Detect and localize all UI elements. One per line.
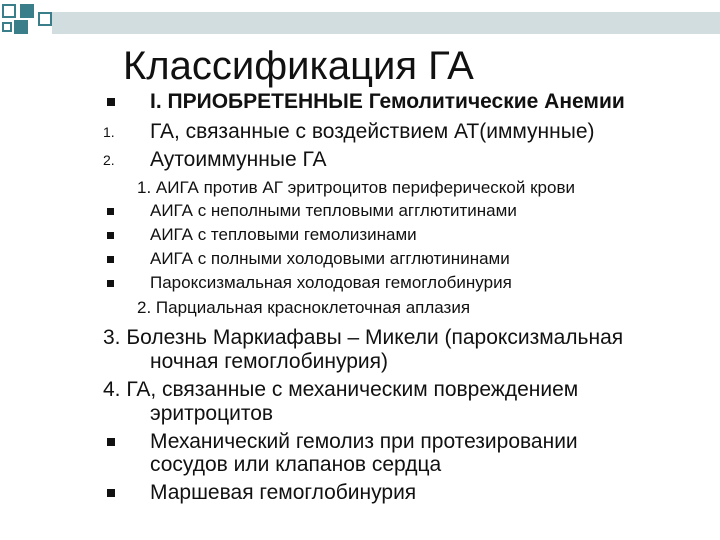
- section-heading-prefix: I. ПРИОБРЕТЕННЫЕ: [150, 90, 363, 113]
- list-item: Аутоиммунные ГА: [150, 148, 327, 171]
- decor-square: [2, 4, 16, 18]
- header-decoration: [0, 0, 720, 48]
- decor-square: [38, 12, 52, 26]
- section-heading: [150, 90, 625, 114]
- list-item: 3. Болезнь Маркиафавы – Микели (пароксизмальная: [103, 326, 624, 349]
- sub-list-item: АИГА с неполными тепловыми агглютитинами: [150, 201, 517, 220]
- bullet-marker: [107, 208, 114, 215]
- sub-list-item: Пароксизмальная холодовая гемоглобинурия: [150, 273, 512, 292]
- sub-list-item: АИГА с тепловыми гемолизинами: [150, 225, 417, 244]
- section-heading-rest: Гемолитические Анемии: [362, 90, 625, 113]
- list-marker: 2.: [103, 152, 115, 168]
- sub-heading: 2. Парциальная красноклеточная аплазия: [137, 298, 471, 317]
- list-item-continuation: сосудов или клапанов сердца: [150, 453, 442, 476]
- bullet-marker: [107, 98, 115, 106]
- list-item: 4. ГА, связанные с механическим повреждением: [103, 378, 579, 401]
- bullet-marker: [107, 280, 114, 287]
- sub-list-item: АИГА с полными холодовыми агглютининами: [150, 249, 510, 268]
- decor-bar: [52, 12, 720, 34]
- decor-square: [20, 4, 34, 18]
- bullet-marker: [107, 256, 114, 263]
- list-marker: 1.: [103, 124, 115, 140]
- list-item: ГА, связанные с воздействием АТ(иммунные): [150, 120, 595, 143]
- bullet-marker: [107, 232, 114, 239]
- slide-title: Классификация ГА: [123, 44, 474, 88]
- bullet-marker: [107, 438, 115, 446]
- decor-square: [2, 22, 12, 32]
- list-item: Механический гемолиз при протезировании: [150, 430, 578, 453]
- decor-square: [14, 20, 28, 34]
- bullet-marker: [107, 489, 115, 497]
- list-item-continuation: ночная гемоглобинурия): [150, 350, 388, 373]
- list-item: Маршевая гемоглобинурия: [150, 481, 417, 504]
- list-item-continuation: эритроцитов: [150, 402, 274, 425]
- sub-heading: 1. АИГА против АГ эритроцитов периферической крови: [137, 178, 575, 197]
